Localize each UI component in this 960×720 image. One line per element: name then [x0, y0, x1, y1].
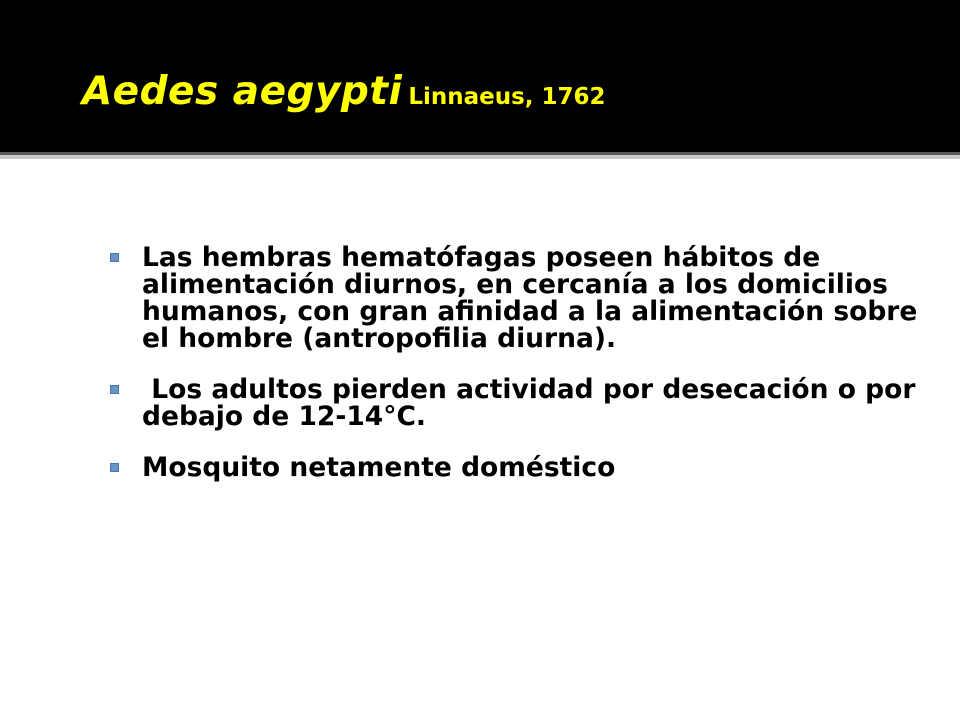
square-bullet-icon [110, 385, 119, 394]
title-bar [0, 0, 960, 152]
title-species: Aedes aegypti [82, 69, 403, 114]
bullet-item-domestic [104, 454, 924, 481]
bullet-item-adult-activity [104, 376, 924, 430]
square-bullet-icon [110, 253, 119, 262]
bullet-list [104, 244, 924, 481]
bullet-item-feeding-habits [104, 244, 924, 352]
slide-title [82, 69, 606, 114]
title-author: Linnaeus, 1762 [408, 84, 606, 110]
bullet-text: Las hembras hematófagas poseen hábitos de alimentación diurnos, en cercanía a los domicilios humanos, con gran afinidad a la alimentación sobre el hombre (antropofilia diurna). [142, 242, 918, 354]
bullet-text: Mosquito netamente doméstico [142, 452, 616, 483]
title-divider-light [0, 155, 960, 159]
square-bullet-icon [110, 463, 119, 472]
bullet-text: Los adultos pierden actividad por desecación o por debajo de 12-14°C. [142, 374, 925, 432]
